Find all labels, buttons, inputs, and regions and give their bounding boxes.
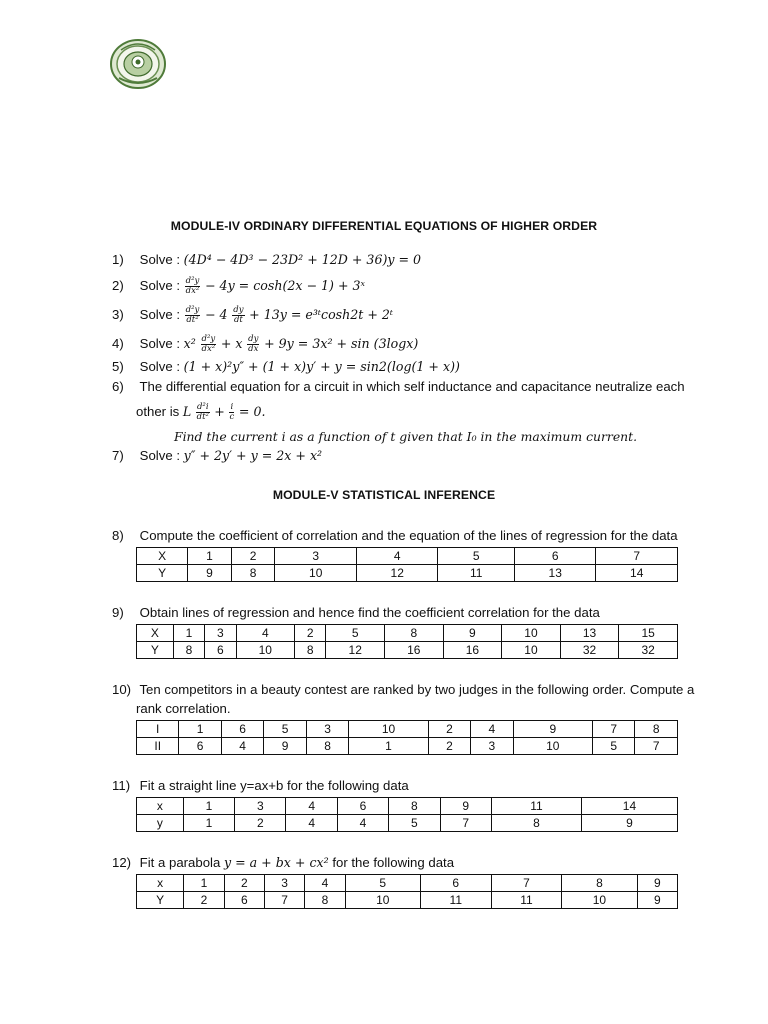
fraction: [196, 403, 210, 422]
equation-part: + x: [220, 335, 243, 351]
table-cell: 9: [637, 892, 677, 909]
fraction-denominator: dt²: [186, 315, 199, 325]
module5-title: MODULE-V STATISTICAL INFERENCE: [272, 488, 496, 502]
question-text: for the following data: [332, 855, 455, 870]
table-cell: 7: [440, 815, 491, 832]
table-cell: 6: [179, 738, 221, 755]
question-text: Compute the coefficient of correlation and the equation of the lines of regression for the data: [139, 528, 678, 543]
equation: (1 + x)²y″ + (1 + x)y′ + y = sin2(log(1 + x)): [183, 359, 460, 374]
table-cell: 9: [440, 798, 491, 815]
question-12: [112, 855, 454, 871]
question-label: Solve :: [139, 252, 180, 267]
question-label: Solve :: [139, 306, 180, 322]
table-cell: 1: [349, 738, 428, 755]
table-cell: 10: [345, 892, 420, 909]
fraction-denominator: dx²: [201, 344, 216, 354]
table-row: [137, 815, 678, 832]
table-cell: 5: [438, 548, 514, 565]
table-cell: 2: [428, 738, 470, 755]
question-4: [112, 335, 418, 354]
table-cell: 10: [236, 642, 295, 659]
table-cell: 1: [179, 721, 221, 738]
question-number: 3): [112, 306, 124, 322]
table-cell: 10: [275, 565, 357, 582]
fraction: [185, 306, 201, 325]
table-cell: 1: [183, 798, 234, 815]
table-cell: 2: [295, 625, 326, 642]
fraction: [229, 403, 234, 422]
table-cell: 6: [224, 892, 264, 909]
table-row: [137, 565, 678, 582]
table-cell: 16: [385, 642, 444, 659]
row-header-cell: Y: [137, 565, 188, 582]
question-number: 2): [112, 277, 124, 293]
table-cell: 2: [235, 815, 286, 832]
table-cell: 14: [581, 798, 677, 815]
table-cell: 12: [326, 642, 385, 659]
question-11: [112, 778, 409, 794]
table-cell: 1: [173, 625, 204, 642]
table-cell: 3: [306, 721, 348, 738]
fraction: [185, 277, 201, 296]
fraction-denominator: dx: [248, 344, 259, 354]
question-10: [112, 682, 694, 698]
question-number: 4): [112, 335, 124, 351]
table-cell: 9: [443, 625, 502, 642]
question-label: Solve :: [139, 335, 180, 351]
table-cell: 12: [356, 565, 438, 582]
row-header-cell: X: [137, 625, 174, 642]
table-cell: 3: [471, 738, 513, 755]
question-number: 7): [112, 448, 124, 463]
equation-part: x²: [183, 335, 196, 351]
question-label: Solve :: [139, 277, 180, 293]
table-cell: 3: [275, 548, 357, 565]
data-table-q10: [136, 720, 678, 755]
table-row: [137, 625, 678, 642]
equation-part: − 4: [205, 306, 228, 322]
question-8: [112, 528, 678, 544]
table-cell: 10: [502, 625, 561, 642]
fraction-numerator: d²y: [185, 276, 200, 286]
table-row: [137, 642, 678, 659]
table-cell: 10: [349, 721, 428, 738]
equation-part: +: [214, 403, 225, 419]
row-header-cell: X: [137, 548, 188, 565]
table-cell: 8: [173, 642, 204, 659]
table-cell: 32: [619, 642, 678, 659]
table-cell: 6: [337, 798, 388, 815]
table-row: [137, 548, 678, 565]
question-text: Ten competitors in a beauty contest are ranked by two judges in the following order. Compute a: [139, 682, 695, 697]
equation: + 9y = 3x² + sin (3logx): [264, 335, 419, 351]
table-row: [137, 875, 678, 892]
fraction-denominator: dt: [233, 315, 243, 325]
fraction-denominator: dt²: [196, 412, 209, 422]
question-10-line2: rank correlation.: [136, 701, 231, 716]
fraction-denominator: dx²: [185, 286, 200, 296]
table-cell: 1: [188, 548, 232, 565]
equation-part: L: [182, 403, 192, 419]
question-1: [112, 252, 421, 268]
table-cell: 2: [184, 892, 224, 909]
question-text: Fit a straight line y=ax+b for the following data: [139, 778, 409, 793]
table-cell: 8: [389, 798, 440, 815]
table-cell: 8: [306, 738, 348, 755]
question-text: The differential equation for a circuit in which self inductance and capacitance neutralize each: [139, 379, 685, 394]
table-cell: 14: [596, 565, 678, 582]
question-number: 8): [112, 528, 124, 543]
table-cell: 6: [205, 642, 236, 659]
table-row: [137, 738, 678, 755]
table-cell: 6: [420, 875, 491, 892]
question-label: Solve :: [139, 448, 180, 463]
row-header-cell: I: [137, 721, 179, 738]
question-5: [112, 359, 460, 375]
table-cell: 10: [562, 892, 637, 909]
fraction-numerator: d²y: [201, 334, 216, 344]
fraction: [232, 306, 244, 325]
question-9: [112, 605, 600, 621]
table-cell: 2: [428, 721, 470, 738]
table-cell: 8: [231, 565, 275, 582]
question-number: 9): [112, 605, 124, 620]
question-number: 12): [112, 855, 132, 870]
question-label: Solve :: [139, 359, 180, 374]
table-cell: 32: [560, 642, 619, 659]
module4-title: MODULE-IV ORDINARY DIFFERENTIAL EQUATIONS OF HIGHER ORDER: [170, 219, 598, 233]
question-7: [112, 448, 322, 464]
table-cell: 9: [581, 815, 677, 832]
question-number: 1): [112, 252, 124, 267]
table-cell: 4: [337, 815, 388, 832]
table-cell: 4: [356, 548, 438, 565]
question-3: [112, 306, 393, 325]
fraction-numerator: dy: [233, 305, 244, 315]
table-cell: 5: [389, 815, 440, 832]
row-header-cell: x: [137, 875, 184, 892]
table-cell: 1: [183, 815, 234, 832]
fraction-numerator: d²y: [185, 305, 200, 315]
table-cell: 5: [326, 625, 385, 642]
table-cell: 7: [592, 721, 634, 738]
table-cell: 8: [305, 892, 345, 909]
table-cell: 6: [221, 721, 263, 738]
data-table-q12: [136, 874, 678, 909]
question-text: Obtain lines of regression and hence find the coefficient correlation for the data: [139, 605, 600, 620]
table-cell: 9: [637, 875, 677, 892]
table-cell: 11: [438, 565, 514, 582]
question-6-line3: Find the current i as a function of t given that I₀ in the maximum current.: [174, 429, 638, 444]
row-header-cell: Y: [137, 892, 184, 909]
table-cell: 4: [286, 815, 337, 832]
table-cell: 3: [205, 625, 236, 642]
table-cell: 6: [514, 548, 596, 565]
table-cell: 3: [264, 875, 304, 892]
table-row: [137, 798, 678, 815]
table-cell: 16: [443, 642, 502, 659]
table-cell: 10: [513, 738, 592, 755]
equation: y = a + bx + cx²: [223, 855, 329, 870]
question-number: 5): [112, 359, 124, 374]
table-cell: 13: [560, 625, 619, 642]
table-cell: 4: [471, 721, 513, 738]
table-cell: 10: [502, 642, 561, 659]
table-cell: 13: [514, 565, 596, 582]
fraction-denominator: c: [229, 412, 235, 422]
question-number: 10): [112, 682, 132, 697]
question-text: other is: [136, 403, 180, 419]
institution-seal-logo: [109, 38, 167, 90]
table-cell: 4: [236, 625, 295, 642]
table-cell: 8: [295, 642, 326, 659]
table-cell: 8: [562, 875, 637, 892]
table-cell: 3: [235, 798, 286, 815]
row-header-cell: x: [137, 798, 184, 815]
table-cell: 2: [231, 548, 275, 565]
table-cell: 11: [420, 892, 491, 909]
fraction-numerator: dy: [248, 334, 259, 344]
question-text: Fit a parabola: [139, 855, 221, 870]
table-cell: 5: [592, 738, 634, 755]
table-cell: 4: [221, 738, 263, 755]
table-row: [137, 892, 678, 909]
table-cell: 11: [491, 798, 581, 815]
table-cell: 9: [264, 738, 306, 755]
question-6-line2: [136, 403, 265, 422]
row-header-cell: II: [137, 738, 179, 755]
question-6: [112, 379, 685, 395]
question-number: 6): [112, 379, 124, 394]
fraction-numerator: d²i: [196, 402, 209, 412]
fraction: [247, 335, 259, 354]
table-cell: 9: [513, 721, 592, 738]
equation: − 4y = cosh(2x − 1) + 3ˣ: [205, 277, 366, 293]
table-cell: 7: [491, 875, 562, 892]
data-table-q8: [136, 547, 678, 582]
fraction-numerator: i: [230, 402, 234, 412]
table-row: [137, 721, 678, 738]
table-cell: 8: [491, 815, 581, 832]
table-cell: 7: [264, 892, 304, 909]
table-cell: 4: [286, 798, 337, 815]
data-table-q9: [136, 624, 678, 659]
fraction: [201, 335, 217, 354]
table-cell: 11: [491, 892, 562, 909]
data-table-q11: [136, 797, 678, 832]
equation: (4D⁴ − 4D³ − 23D² + 12D + 36)y = 0: [183, 252, 422, 267]
table-cell: 15: [619, 625, 678, 642]
table-cell: 4: [305, 875, 345, 892]
table-cell: 8: [635, 721, 678, 738]
table-cell: 7: [635, 738, 678, 755]
table-cell: 5: [345, 875, 420, 892]
table-cell: 9: [188, 565, 232, 582]
row-header-cell: Y: [137, 642, 174, 659]
table-cell: 8: [385, 625, 444, 642]
table-cell: 5: [264, 721, 306, 738]
equation: + 13y = e³ᵗcosh2t + 2ᵗ: [249, 306, 393, 322]
table-cell: 1: [184, 875, 224, 892]
equation: y″ + 2y′ + y = 2x + x²: [183, 448, 323, 463]
table-cell: 7: [596, 548, 678, 565]
row-header-cell: y: [137, 815, 184, 832]
table-cell: 2: [224, 875, 264, 892]
question-2: [112, 277, 365, 296]
equation: = 0.: [238, 403, 266, 419]
question-number: 11): [112, 778, 131, 793]
